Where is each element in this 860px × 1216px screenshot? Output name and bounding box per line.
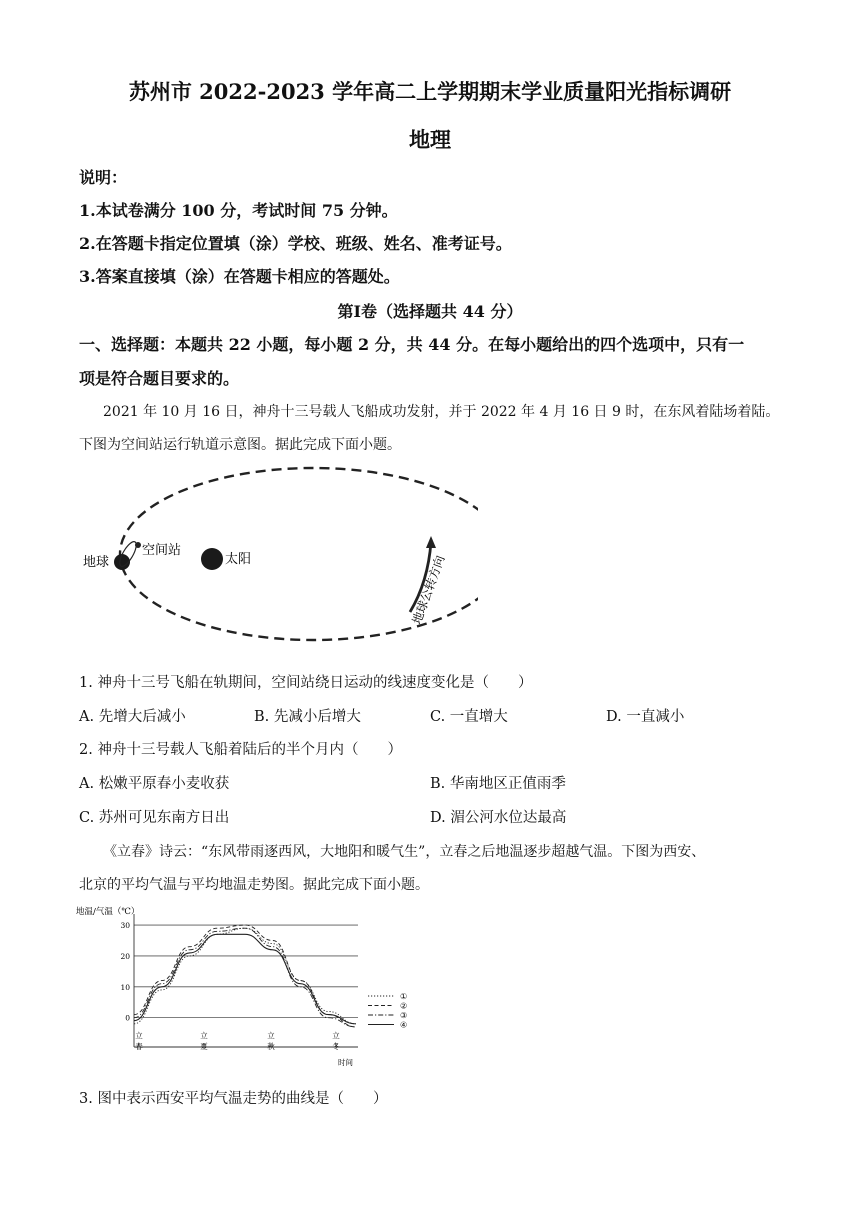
chart-series <box>134 925 356 1027</box>
option-c: C. 苏州可见东南方日出 <box>79 810 230 826</box>
temperature-chart <box>76 904 426 1070</box>
y-tick-label: 20 <box>120 951 130 961</box>
option-b: B. 先减小后增大 <box>254 709 361 725</box>
x-tick-label: 立 <box>267 1031 275 1040</box>
legend-label: ④ <box>400 1020 408 1030</box>
x-tick-label: 夏 <box>200 1042 208 1051</box>
y-axis-label: 地温/气温（℃） <box>76 907 140 917</box>
earth-icon <box>114 554 130 570</box>
y-tick-label: 10 <box>120 982 130 992</box>
section-instruction: 项是符合题目要求的。 <box>79 369 240 388</box>
passage-text: 下图为空间站运行轨道示意图。据此完成下面小题。 <box>79 437 401 453</box>
x-axis-label: 时间 <box>338 1058 353 1067</box>
x-tick-label: 立 <box>200 1031 208 1040</box>
instruction-item: 1.本试卷满分 100 分，考试时间 75 分钟。 <box>79 201 398 220</box>
passage-text: 2021 年 10 月 16 日，神舟十三号载人飞船成功发射，并于 2022 年 4 月 16 日 9 时，在东风着陆场着陆。 <box>103 404 780 420</box>
question-stem: 2. 神舟十三号载人飞船着陆后的半个月内（ ） <box>79 742 402 758</box>
question-stem: 1. 神舟十三号飞船在轨期间，空间站绕日运动的线速度变化是（ ） <box>79 675 533 691</box>
paper-title: 苏州市 2022-2023 学年高二上学期期末学业质量阳光指标调研 <box>128 79 732 104</box>
legend-label: ② <box>400 1001 408 1011</box>
x-tick-label: 春 <box>135 1042 143 1051</box>
passage-text: 《立春》诗云：“东风带雨逐西风，大地阳和暖气生”，立春之后地温逐步超越气温。下图为西安、 <box>103 844 706 860</box>
chart-legend <box>368 992 407 1030</box>
option-a: A. 松嫩平原春小麦收获 <box>79 776 230 792</box>
x-tick-label: 秋 <box>267 1042 275 1051</box>
series-line-1 <box>134 928 356 1024</box>
series-line-4 <box>134 934 356 1024</box>
station-label: 空间站 <box>142 543 182 558</box>
passage-text: 北京的平均气温与平均地温走势图。据此完成下面小题。 <box>79 877 429 893</box>
arrow-head-icon <box>426 536 436 548</box>
revolution-direction-label: 地球公转方向 <box>409 553 448 627</box>
y-tick-label: 0 <box>125 1013 130 1023</box>
space-station-icon <box>135 542 141 548</box>
option-a: A. 先增大后减小 <box>79 709 186 725</box>
earth-label: 地球 <box>83 555 110 570</box>
question-stem: 3. 图中表示西安平均气温走势的曲线是（ ） <box>79 1091 388 1107</box>
option-d: D. 一直减小 <box>606 709 685 725</box>
orbit-diagram <box>78 462 478 652</box>
instruction-item: 2.在答题卡指定位置填（涂）学校、班级、姓名、准考证号。 <box>79 234 512 253</box>
option-b: B. 华南地区正值雨季 <box>430 776 566 792</box>
option-d: D. 湄公河水位达最高 <box>430 810 567 826</box>
x-tick-label: 立 <box>332 1031 340 1040</box>
series-line-2 <box>134 925 356 1027</box>
legend-label: ① <box>400 992 408 1001</box>
sun-icon <box>201 548 223 570</box>
section-instruction: 一、选择题：本题共 22 小题，每小题 2 分，共 44 分。在每小题给出的四个选项中，只有一 <box>79 335 745 354</box>
legend-label: ③ <box>400 1011 408 1020</box>
x-tick-label: 立 <box>135 1031 143 1040</box>
paper-subject: 地理 <box>409 127 451 152</box>
instructions-heading: 说明： <box>79 168 128 187</box>
part-heading: 第Ⅰ卷（选择题共 44 分） <box>337 302 523 321</box>
instruction-item: 3.答案直接填（涂）在答题卡相应的答题处。 <box>79 267 400 286</box>
sun-label: 太阳 <box>225 552 252 567</box>
x-tick-label: 冬 <box>332 1042 340 1051</box>
option-c: C. 一直增大 <box>430 709 508 725</box>
y-tick-label: 30 <box>120 921 130 931</box>
